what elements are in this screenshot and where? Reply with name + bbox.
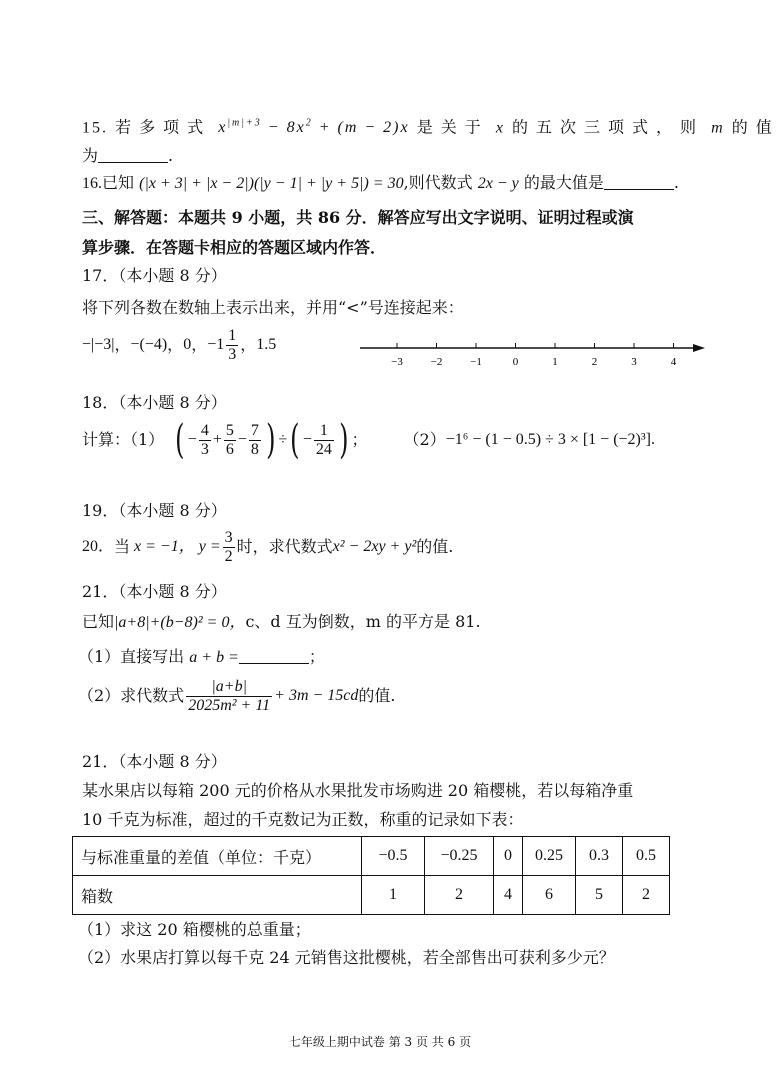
q17-numbers: −|−3| ， −(−4) ， 0 ， −1 $\frac{1}{3}$ ， 1.5 — [82, 326, 277, 363]
q15-text: 若多项式 — [115, 117, 212, 137]
q17-instruction: 将下列各数在数轴上表示出来，并用“<”号连接起来： — [82, 298, 464, 317]
numberline-tick-label: −1 — [470, 356, 482, 368]
q21a-part1-expr: a + b = — [189, 649, 239, 666]
q21a-part1-label: （1）直接写出 — [78, 647, 185, 666]
q15-var-m: m — [711, 119, 725, 137]
q15-text-b: 是关于 — [416, 117, 489, 137]
q20-line — [82, 525, 453, 569]
q20-x-eq: x = −1， — [134, 538, 195, 555]
table-row — [73, 837, 670, 876]
weight-table — [72, 836, 670, 915]
q15-end: . — [168, 146, 174, 165]
table-cell: 4 — [494, 876, 523, 915]
number-line — [360, 340, 710, 370]
q20-expr: x² − 2xy + y² — [332, 538, 417, 555]
q20-y-frac: $\frac{3}{2}$ — [224, 528, 233, 565]
q21a-part1 — [78, 646, 325, 669]
q18-frac-1: $\frac{4}{3}$ — [200, 421, 209, 458]
numberline-tick-label: −3 — [391, 356, 403, 368]
q20-text-b: 时，求代数式 — [236, 537, 333, 556]
q15-line2 — [82, 145, 173, 167]
q16-expr2: 2x − y — [477, 175, 519, 192]
q17-num-2: −(−4) — [130, 336, 168, 353]
q18-frac-2: $\frac{5}{6}$ — [225, 421, 234, 458]
q20-number: 20． — [82, 538, 115, 555]
numberline-tick-label: 3 — [631, 356, 637, 368]
q19-header: 19．（本小题 8 分） — [82, 501, 227, 520]
q17-num-4-frac: $\frac{1}{3}$ — [228, 326, 237, 363]
q20-y-eq: y = — [198, 538, 221, 555]
q17-num-4-whole: −1 — [207, 336, 225, 353]
q18-line: 计算：（1） ( − $\frac{4}{3}$ + $\frac{5}{6}$ − $\frac{7}{8}$ ) ÷ ( − $\frac{1}{24}$ ) ； （2） −1⁶ − (1 − 0.5) ÷ 3 × [1 − (−2)³]. — [82, 417, 655, 463]
q21a-given-expr: |a+8|+(b−8)² = 0， — [114, 614, 246, 631]
q18-label: 计算：（1） — [82, 430, 165, 449]
q16-number: 16. — [82, 175, 102, 192]
table-cell: 0.5 — [623, 837, 670, 876]
table-cell: 0.25 — [523, 837, 576, 876]
q21b-para1: 某水果店以每箱 200 元的价格从水果批发市场购进 20 箱樱桃，若以每箱净重 — [82, 781, 634, 800]
q21a-part2 — [78, 674, 396, 718]
q16-line — [82, 172, 679, 195]
q21a-header: 21．（本小题 8 分） — [82, 582, 227, 601]
table-cell: 6 — [523, 876, 576, 915]
q21a-part2-expr: + 3m − 15cd — [274, 687, 359, 704]
page-footer: 七年级上期中试卷 第 3 页 共 6 页 — [288, 1035, 472, 1049]
q18-semicolon: ； — [351, 430, 368, 449]
table-row — [73, 876, 670, 915]
q17-header: 17．（本小题 8 分） — [82, 266, 227, 285]
q15-line1 — [82, 113, 780, 139]
q16-text-a: 已知 — [102, 173, 135, 192]
numberline-tick-label: 2 — [591, 356, 598, 368]
table-cell: 2 — [425, 876, 494, 915]
q21a-part2-end: 的值. — [358, 686, 396, 705]
q18-part2-expr: −1⁶ − (1 − 0.5) ÷ 3 × [1 − (−2)³]. — [445, 431, 655, 448]
q18-frac-4: $\frac{1}{24}$ — [315, 421, 332, 458]
q16-text-c: 的最大值是 — [523, 173, 604, 192]
q20-text-c: 的值. — [416, 537, 454, 556]
numberline-tick-label: 4 — [670, 356, 677, 368]
q18-part2-label: （2） — [403, 430, 446, 449]
q18-header: 18．（本小题 8 分） — [82, 393, 227, 412]
numberline-tick-label: −2 — [430, 356, 443, 368]
section3-line1: 三、解答题：本题共 9 小题，共 86 分．解答应写出文字说明、证明过程或演 — [82, 208, 634, 227]
q16-expr: (|x + 3| + |x − 2|)(|y − 1| + |y + 5|) = 30 — [139, 175, 404, 192]
q18-frac-3: $\frac{7}{8}$ — [250, 421, 259, 458]
q15-line2-text: 为 — [82, 146, 99, 165]
q21b-part2: （2）水果店打算以每千克 24 元销售这批樱桃，若全部售出可获利多少元？ — [78, 948, 615, 967]
q17-num-3: 0 — [183, 336, 192, 353]
q21a-answer-blank — [239, 647, 309, 664]
q21b-part1: （1）求这 20 箱樱桃的总重量； — [78, 920, 311, 939]
q16-end: . — [673, 173, 679, 192]
table-cell: −0.25 — [425, 837, 494, 876]
q21a-part2-label: （2）求代数式 — [78, 686, 185, 705]
table-cell: 2 — [623, 876, 670, 915]
q16-text-b: ,则代数式 — [403, 173, 473, 192]
q21a-frac: $\frac{|a+b|}{\text{2025m² + 11}}$ — [188, 677, 271, 714]
table-cell: −0.5 — [362, 837, 425, 876]
q20-text-a: 当 — [114, 537, 131, 556]
section3-line2: 算步骤．在答题卡相应的答题区域内作答． — [82, 238, 387, 257]
q21a-given-b: c、d 互为倒数，m 的平方是 81. — [245, 612, 481, 631]
table-cell: 0 — [494, 837, 523, 876]
q17-num-5: 1.5 — [256, 336, 277, 353]
numberline-tick-label: 1 — [552, 356, 558, 368]
q21a-given-a: 已知 — [82, 612, 115, 631]
q15-text-d: 的值 — [731, 117, 780, 137]
q17-num-1: −|−3| — [82, 336, 115, 353]
q15-var-x: x — [495, 119, 505, 137]
table-row1-header: 与标准重量的差值（单位：千克） — [73, 837, 362, 876]
q21a-given — [82, 611, 481, 634]
q21a-part1-end: ； — [308, 647, 325, 666]
q21b-header: 21．（本小题 8 分） — [82, 752, 227, 771]
q15-number: 15. — [82, 119, 108, 137]
q15-text-c: 的五次三项式，则 — [512, 117, 705, 137]
q21b-para2: 10 千克为标准，超过的千克数记为正数，称重的记录如下表： — [82, 810, 524, 829]
q16-answer-blank — [604, 173, 674, 190]
q15-answer-blank — [98, 146, 168, 163]
table-cell: 1 — [362, 876, 425, 915]
table-cell: 0.3 — [576, 837, 623, 876]
numberline-tick-label: 0 — [512, 356, 519, 368]
table-cell: 5 — [576, 876, 623, 915]
table-row2-header: 箱数 — [73, 876, 362, 915]
q15-expr: $x^{|m|+3} - 8x^2 + (m - 2)x$ — [218, 118, 410, 137]
